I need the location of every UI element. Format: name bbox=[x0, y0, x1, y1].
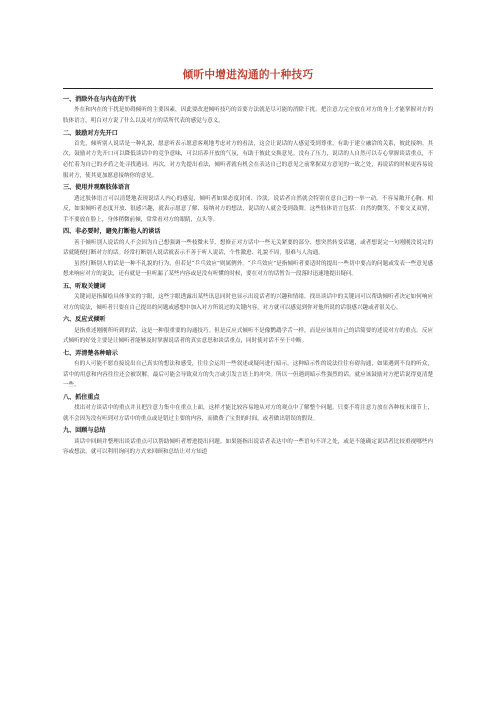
section-paragraph: 首先，倾听别人说话是一种礼貌，愿意听表示愿意客观地考虑对方的看法，这会让说话的人感觉受到尊重，有助于建立融洽的关系，彼此接纳。其次，鼓励对方先开口可以降低谈话中的竞争意味，可以培养开放的气氛，有助于彼此交换意见。没有了压力，说话的人自然可以专心掌握谈话重点，不必忙着为自己的矛盾之处寻找遁词。再次，对方先提出看法，倾听者就有机会在表达自己的意见之前掌握双方意见的一致之处，再说话的时候更容易说服对方，使其更加愿意接纳你的意见。 bbox=[63, 140, 433, 179]
section-heading: 一、消除外在与内在的干扰 bbox=[63, 96, 137, 103]
section-paragraph: 关键词是指描绘具体事实的字眼，这些字眼透露出某些讯息同时也显示出说话者的兴趣和情绪。找出谈话中的关键词可以帮助倾听者决定如何响应对方的说法，倾听者只要在自己提出的问题或感想中加入对方所说过的关键内容，对方就可以感觉到你对他所说的话很感兴趣或者很关心。 bbox=[63, 294, 433, 311]
section-paragraph: 谈话中回顾并整理出谈话重点可以帮助倾听者增进提出问题。如果能指出说话者表达中的一些语句不详之处，或是不能确定说话者比较重视哪些内容或想法，就可以利用询问的方式来回顾和总结让对方知道 bbox=[63, 438, 433, 456]
section-heading: 四、非必要时，避免打断他人的谈话 bbox=[63, 228, 161, 236]
section-heading: 六、反应式倾听 bbox=[63, 316, 106, 324]
section-heading: 七、弄清楚各种暗示 bbox=[63, 349, 118, 357]
section-heading: 三、使用并观察肢体语言 bbox=[63, 184, 131, 192]
section-paragraph: 有的人可能不愿直接说出自己真实的想法和感受，往往会运用一些叙述或疑问进行暗示。这种暗示性的说法往往有碍沟通，如果遇到不良的听众，话中的用意和内容往往还会被误解，最后可能会导致双方的失言或引发言语上的冲突。所以一但遇到暗示性强烈的话，就应该鼓励对方把话说得更清楚一些。 bbox=[63, 361, 433, 389]
section-heading: 二、鼓励对方先开口 bbox=[63, 129, 118, 137]
title-divider bbox=[63, 88, 433, 89]
section-paragraph: 找出对方谈话中的重点并且把注意力集中在重点上面，这样才能比较容易地从对方的观点中了解整个问题。只要不将注意力放在各种枝末细节上，就不会因为没有听到对方话中的重点或是错过主要的内容，而做费了宝贵的时间，或者做出错误的假设。 bbox=[63, 405, 433, 422]
section-paragraph: 外在和内在的干扰是妨碍倾听的主要因素，因此要改进倾听技巧的首要方法就是尽可能的消除干扰。把注意力完全放在对方的身上才能掌握对方的肢体语言，明白对方说了什么以及对方的话所代表的感觉与意义。 bbox=[63, 107, 433, 124]
document-title: 倾听中增进沟通的十种技巧 bbox=[182, 69, 314, 81]
section-paragraph: 是指重述刚刚所听到的话，这是一种很重要的沟通技巧。但是反应式倾听不是像鹦鹉学舌一样，而是应该用自己的话简要的述说对方的重点。反应式倾听的好处主要是让倾听者能够及时掌握说话者的真实意思和谈话重点，同时使对话不至于中断。 bbox=[63, 327, 433, 345]
section-paragraph: 善于倾听别人说话的人不会因为自己想强调一些枝微末节、想修正对方话中一些无关紧要的部分、想突然转变话题，或者想说完一句刚刚没说完的话就随便打断对方的话。经常打断别人说话就表示不善于听人说话，个性激进、礼貌不周，很难与人沟通。 bbox=[63, 239, 433, 257]
section-heading: 八、抓住重点 bbox=[63, 393, 100, 401]
section-heading: 九、回顾与总结 bbox=[63, 427, 106, 435]
section-paragraph: 透过肢体语言可以清楚地表现说话人内心的感觉，倾听者如果态度封闭、冷淡，说话者自然就会特别在意自己的一举一动，不容易敞开心胸。相反，如果倾听者态度开放、很感兴趣，就表示愿意了解、接纳对方的想法，说话的人就会受到鼓舞。这些肢体语言包括：自然的微笑，不要交叉双臂，手不要放在脸上，身体稍微前倾，常常看对方的眼睛，点头等。 bbox=[63, 195, 433, 223]
document-body bbox=[63, 93, 433, 458]
section-paragraph: 虽然打断别人的话是一种不礼貌的行为，但若是“乒乓效应”则属例外。“乒乓效应”是指倾听者要适时的提出一些切中要点的问题或发表一些意见感想来响应对方的说法，还有就是一但听漏了某些内容或是没有听懂的时候，要在对方的话暂告一段落时迅速地提出疑问。 bbox=[63, 260, 433, 278]
section-heading: 五、听取关键词 bbox=[63, 282, 106, 290]
